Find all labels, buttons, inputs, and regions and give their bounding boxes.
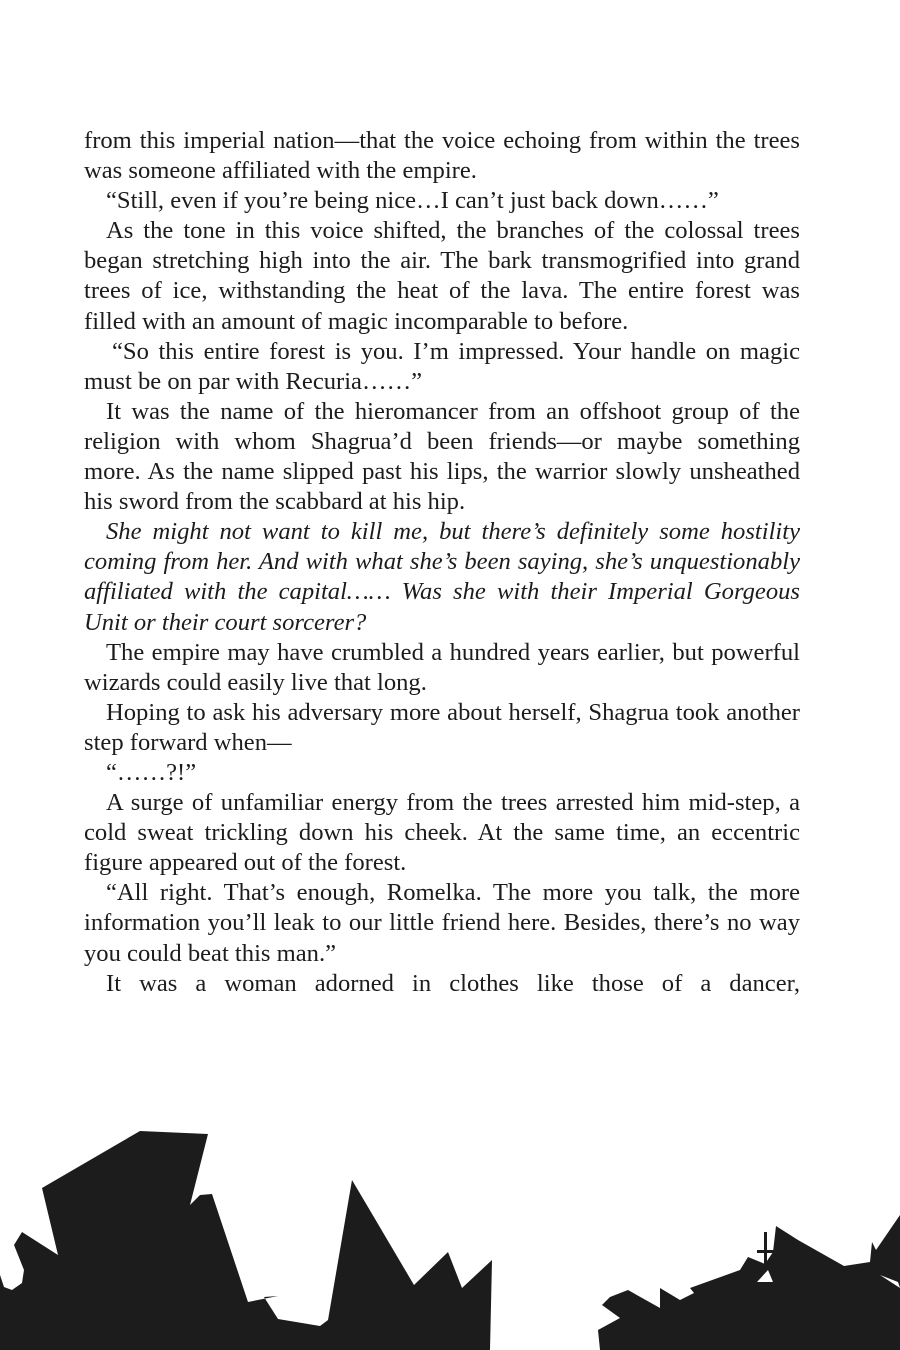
paragraph-8: Hoping to ask his adversary more about herself, Shagrua took another step forward when—: [84, 698, 800, 756]
paragraph-9: “……?!”: [106, 758, 197, 786]
paragraph-5: It was the name of the hieromancer from an offshoot group of the religion with whom Shagrua’d been friends—or maybe something more. As the name slipped past his lips, the warrior slowly unsheathed his sword from the scabbard at his hip.: [84, 397, 800, 516]
paragraph-3: As the tone in this voice shifted, the branches of the colossal trees began stretching high into the air. The bark transmogrified into grand trees of ice, withstanding the heat of the lava. The entire forest was filled with an amount of magic incomparable to before.: [84, 217, 800, 335]
paragraph-2: “Still, even if you’re being nice…I can’t just back down……”: [106, 187, 719, 215]
paragraph-7: The empire may have crumbled a hundred years earlier, but powerful wizards could easily live that long.: [84, 638, 800, 696]
paragraph-12: It was a woman adorned in clothes like those of a dancer,: [106, 969, 800, 997]
paragraph-6-thought: She might not want to kill me, but there’s definitely some hostility coming from her. And with what she’s been saying, she’s unquestionably affiliated with the capital…… Was she with their Imperial Gorgeous Unit or their court sorcerer?: [84, 518, 800, 636]
paragraph-11: “All right. That’s enough, Romelka. The more you talk, the more information you’ll leak to our little friend here. Besides, there’s no way you could beat this man.”: [84, 879, 800, 967]
paragraph-10: A surge of unfamiliar energy from the trees arrested him mid-step, a cold sweat trickling down his cheek. At the same time, an eccentric figure appeared out of the forest.: [84, 789, 800, 877]
body-text: [84, 126, 800, 999]
paragraph-1: from this imperial nation—that the voice echoing from within the trees was someone affiliated with the empire.: [84, 127, 800, 185]
paragraph-4: “So this entire forest is you. I’m impressed. Your handle on magic must be on par with Recuria……”: [84, 337, 800, 395]
forest-silhouette-icon: [0, 1100, 900, 1350]
